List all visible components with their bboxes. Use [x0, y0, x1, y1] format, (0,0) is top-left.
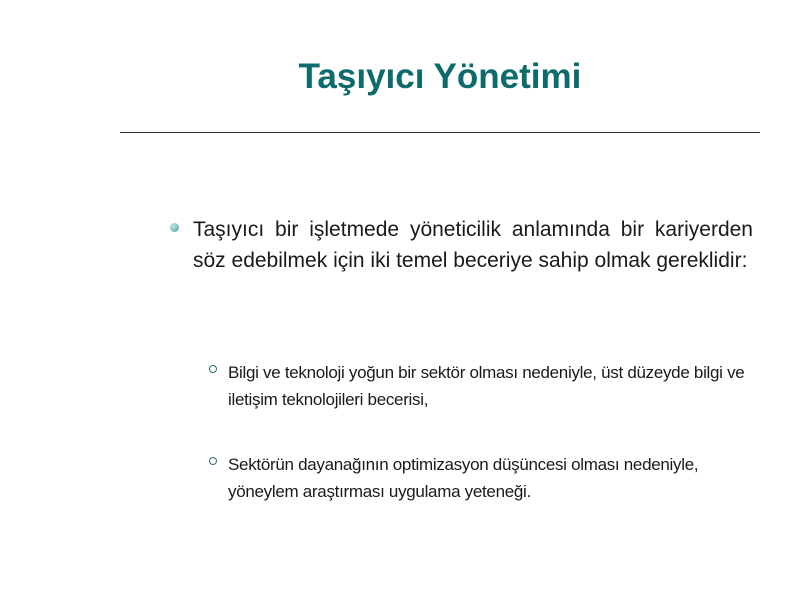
sub-bullet-item: [208, 359, 756, 413]
sub-bullet-text: Bilgi ve teknoloji yoğun bir sektör olması nedeniyle, üst düzeyde bilgi ve iletişim teknolojileri becerisi,: [228, 363, 745, 409]
sub-bullet-item: [208, 451, 756, 505]
title-divider: [120, 132, 760, 133]
bullet-item: [166, 214, 756, 276]
bullet-text: Taşıyıcı bir işletmede yöneticilik anlamında bir kariyerden söz edebilmek için iki temel beceriye sahip olmak gereklidir:: [193, 218, 753, 272]
filled-circle-bullet-icon: [170, 223, 179, 232]
slide-title: Taşıyıcı Yönetimi: [298, 57, 582, 96]
hollow-circle-bullet-icon: [209, 365, 217, 373]
sub-bullet-text: Sektörün dayanağının optimizasyon düşüncesi olması nedeniyle, yöneylem araştırması uygulama yeteneği.: [228, 455, 699, 501]
hollow-circle-bullet-icon: [209, 457, 217, 465]
